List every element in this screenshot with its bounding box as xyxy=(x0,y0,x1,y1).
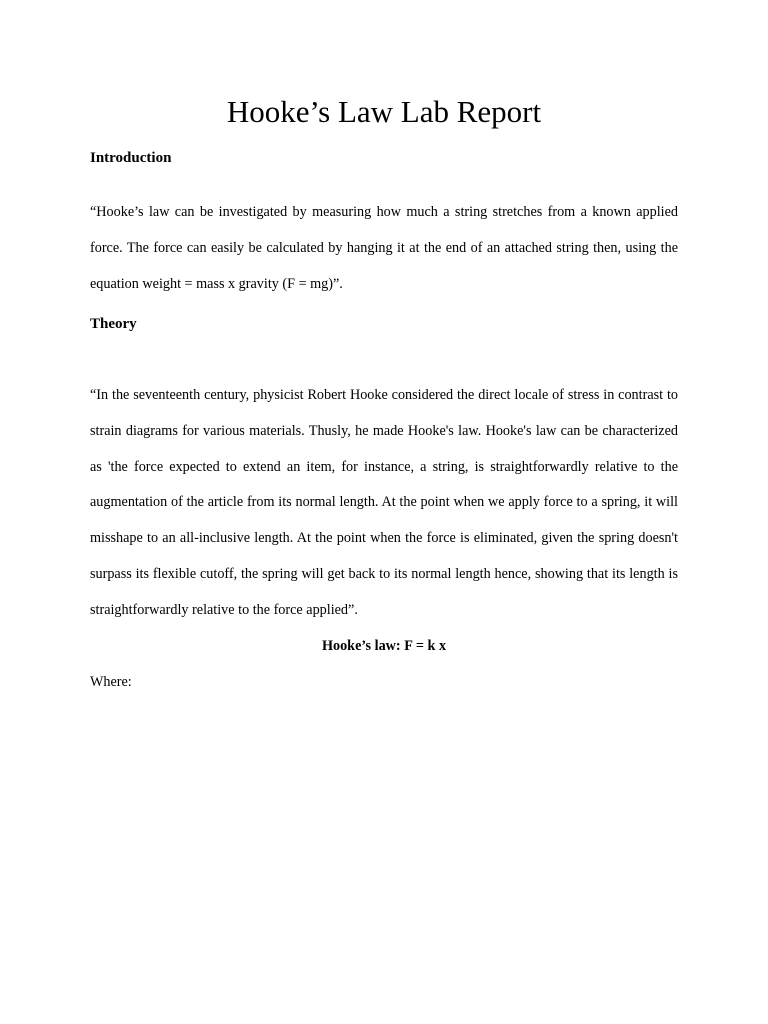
theory-paragraph: “In the seventeenth century, physicist Robert Hooke considered the direct locale of stress in contrast to strain diagrams for various materials. Thusly, he made Hooke's law. Hooke's law can be characterized as 'the force expected to extend an item, for instance, a string, is straightforwardly relative to the augmentation of the article from its normal length. At the point when we apply force to a spring, it will misshape to an all-inclusive length. At the point when the force is eliminated, given the spring doesn't surpass its flexible cutoff, the spring will get back to its normal length hence, showing that its length is straightforwardly relative to the force applied”. xyxy=(90,387,678,618)
hookes-law-formula xyxy=(90,636,678,656)
introduction-paragraph: “Hooke’s law can be investigated by measuring how much a string stretches from a known applied force. The force can easily be calculated by hanging it at the end of an attached string then, using the equation weight = mass x gravity (F = mg)”. xyxy=(90,204,678,292)
where-label: Where: xyxy=(90,674,132,690)
section-heading-theory: Theory xyxy=(90,316,137,332)
section-heading-introduction: Introduction xyxy=(90,150,172,166)
document-page xyxy=(90,0,678,1024)
formula-equation: F = k x xyxy=(404,638,447,654)
document-title: Hooke’s Law Lab Report xyxy=(226,94,542,129)
formula-label: Hooke’s law: xyxy=(321,638,401,654)
